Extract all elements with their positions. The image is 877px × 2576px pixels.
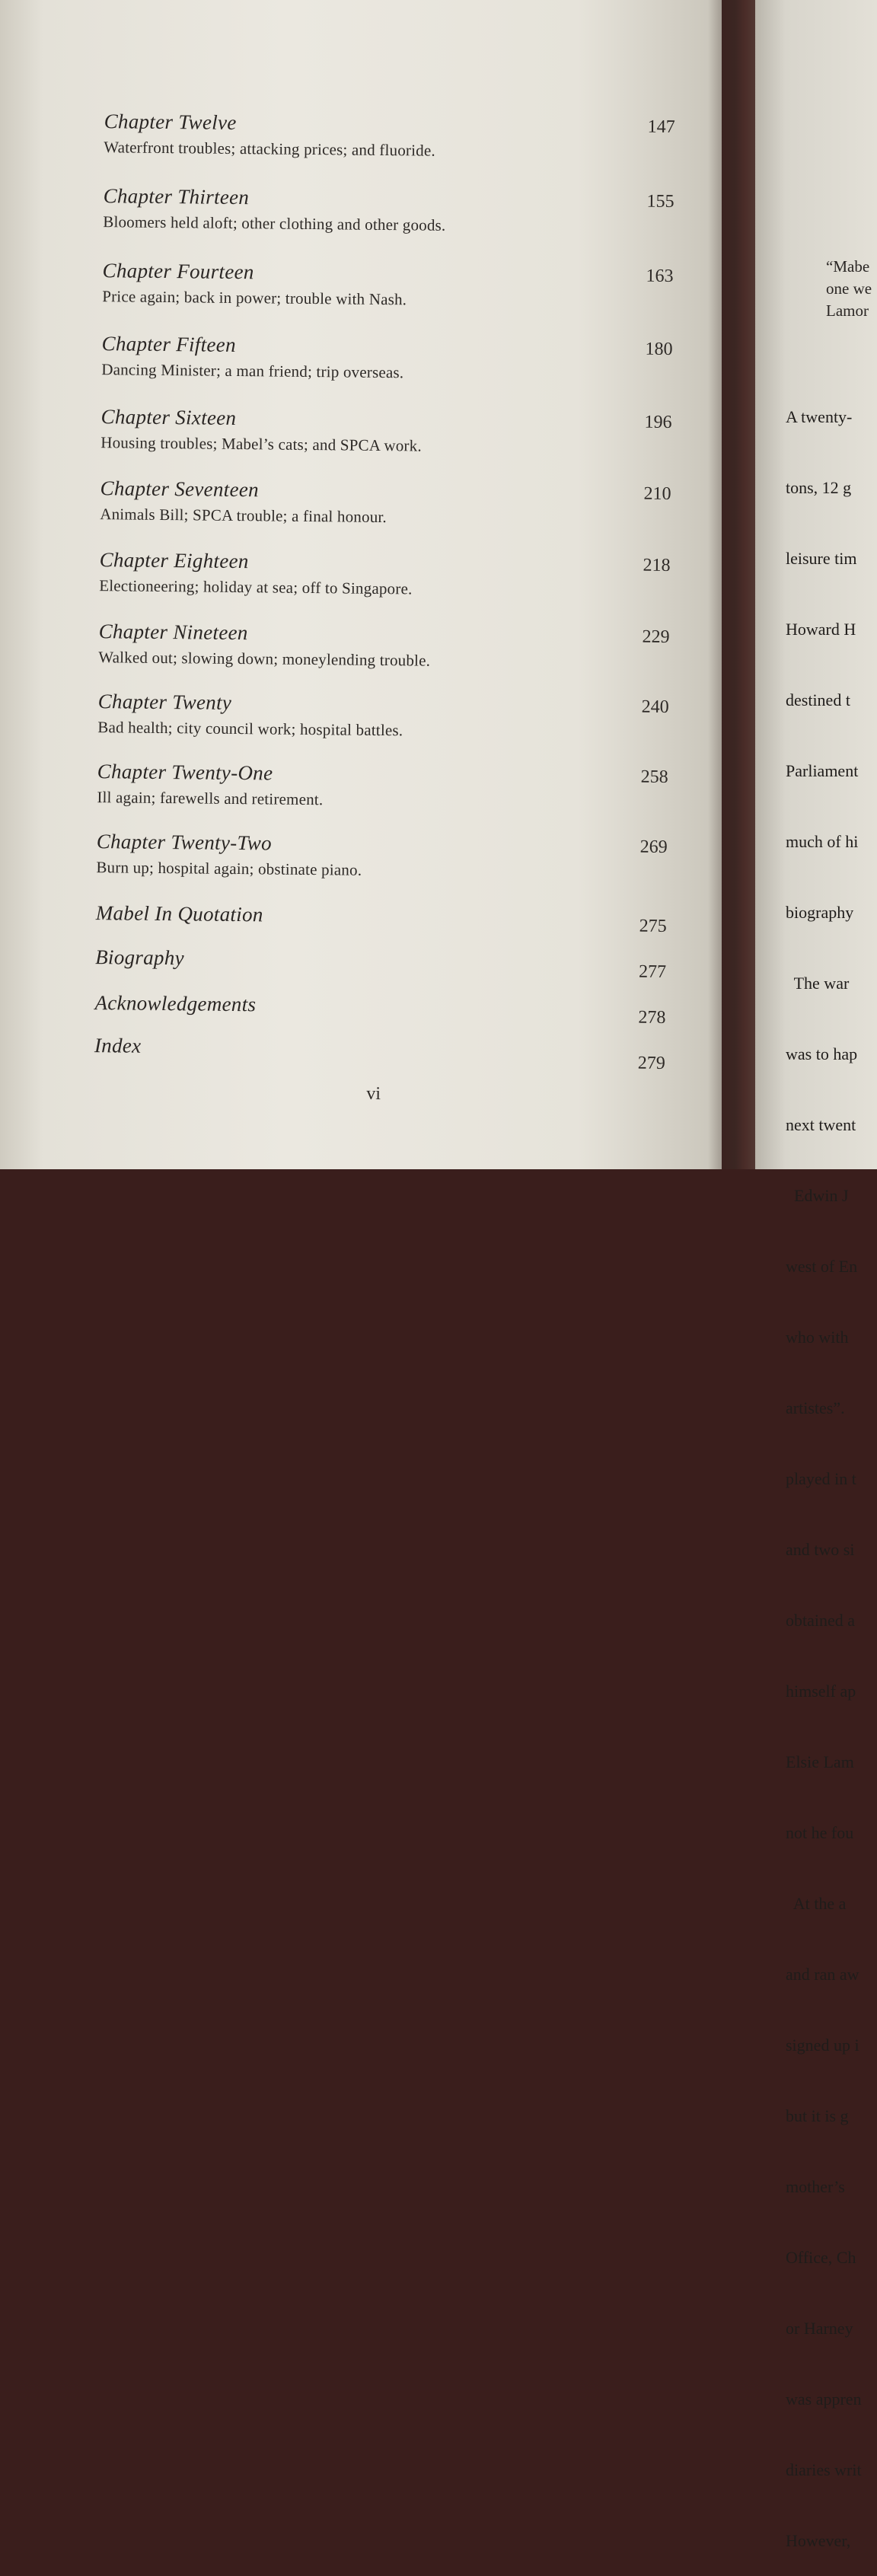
body-line: diaries writ [786,2460,862,2479]
body-line: was appren [786,2389,862,2409]
chapter-summary: Ill again; farewells and retirement. [97,788,324,809]
section-title: Mabel In Quotation [95,901,263,926]
chapter-title: Chapter Twelve [104,110,237,134]
page-number: 240 [641,697,669,717]
body-line: signed up i [786,2036,859,2055]
chapter-summary: Waterfront troubles; attacking prices; and fluoride. [104,138,435,160]
body-line: destined t [786,690,850,709]
chapter-summary: Electioneering; holiday at sea; off to Singapore. [99,576,413,598]
chapter-summary: Burn up; hospital again; obstinate piano. [96,858,362,879]
chapter-title: Chapter Twenty-One [97,760,273,785]
facing-page-body [786,358,862,2576]
toc-entry [98,620,670,673]
body-line: tons, 12 g [786,478,852,497]
page-number: 269 [639,837,668,857]
toc-entry [95,945,667,982]
page-number: 147 [647,116,675,138]
toc-entry [95,901,667,936]
page-folio: vi [366,1083,381,1105]
page-number: 196 [644,412,672,432]
body-line: Howard H [786,620,856,639]
toc-entry [96,830,668,883]
body-line: mother’s [786,2177,845,2196]
body-line: and ran aw [786,1965,859,1984]
page-number: 277 [638,961,667,982]
toc-entry [102,259,674,312]
body-line: and two si [786,1540,855,1559]
body-line: However, [786,2531,851,2550]
chapter-summary: Price again; back in power; trouble with Nash. [102,287,407,309]
body-line: The war [786,974,850,993]
body-line: next twent [786,1115,856,1134]
chapter-title: Chapter Twenty [97,690,232,714]
page-number: 210 [643,483,671,504]
quote-line: “Mabe [826,257,870,276]
page-number: 278 [638,1007,666,1028]
toc-entry [97,690,669,743]
body-line: Elsie Lam [786,1752,854,1771]
body-line: not he fou [786,1823,854,1842]
chapter-title: Chapter Seventeen [100,477,260,502]
body-line: or Harney [786,2319,853,2338]
toc-entry [103,184,674,238]
body-line: At the a [786,1894,847,1913]
body-line: was to hap [786,1044,858,1063]
chapter-title: Chapter Thirteen [103,184,250,209]
chapter-title: Chapter Sixteen [100,405,237,429]
body-line: played in t [786,1469,856,1488]
quote-line: Lamor [826,301,869,320]
page-number: 163 [646,266,674,287]
body-line: Edwin J [786,1186,849,1205]
body-line: A twenty- [786,407,853,426]
page-number: 155 [646,191,674,212]
toc-entry [100,405,672,458]
chapter-title: Chapter Twenty-Two [96,830,273,855]
body-line: artistes”. [786,1398,845,1417]
quote-line: one we [826,279,872,298]
facing-page-quote [826,256,872,322]
section-title: Index [94,1034,142,1057]
chapter-summary: Dancing Minister; a man friend; trip overseas. [101,360,404,382]
body-line: much of hi [786,832,859,851]
body-line: Parliament [786,761,859,780]
page-number: 275 [639,916,667,936]
toc-entry [101,332,673,385]
chapter-summary: Bloomers held aloft; other clothing and other goods. [103,212,446,234]
body-line: biography [786,903,854,922]
page-number: 180 [645,339,673,359]
page-number: 218 [643,555,671,575]
chapter-title: Chapter Nineteen [98,620,248,645]
body-line: Office, Ch [786,2248,856,2267]
body-line: himself ap [786,1682,856,1701]
chapter-summary: Housing troubles; Mabel’s cats; and SPCA work. [100,433,422,455]
chapter-summary: Animals Bill; SPCA trouble; a final honour. [100,505,387,527]
toc-entry [97,760,668,813]
chapter-summary: Walked out; slowing down; moneylending trouble. [98,648,431,670]
chapter-title: Chapter Fourteen [102,259,254,284]
body-line: west of En [786,1257,858,1276]
body-line: but it is g [786,2106,849,2125]
toc-entry [94,1034,665,1073]
toc-entry [104,110,675,163]
body-line: who with [786,1328,849,1347]
toc-entry [100,477,671,530]
chapter-title: Chapter Fifteen [101,332,236,356]
chapter-summary: Bad health; city council work; hospital battles. [97,718,403,740]
page-number: 279 [637,1053,665,1073]
section-title: Biography [95,945,185,970]
section-title: Acknowledgements [94,991,257,1016]
toc-entry [94,991,666,1028]
table-of-contents [0,0,728,1173]
chapter-title: Chapter Eighteen [99,548,249,573]
page-number: 258 [640,767,668,787]
body-line: obtained a [786,1611,856,1630]
page-number: 229 [642,626,670,647]
body-line: leisure tim [786,549,857,568]
toc-entry [99,548,671,601]
